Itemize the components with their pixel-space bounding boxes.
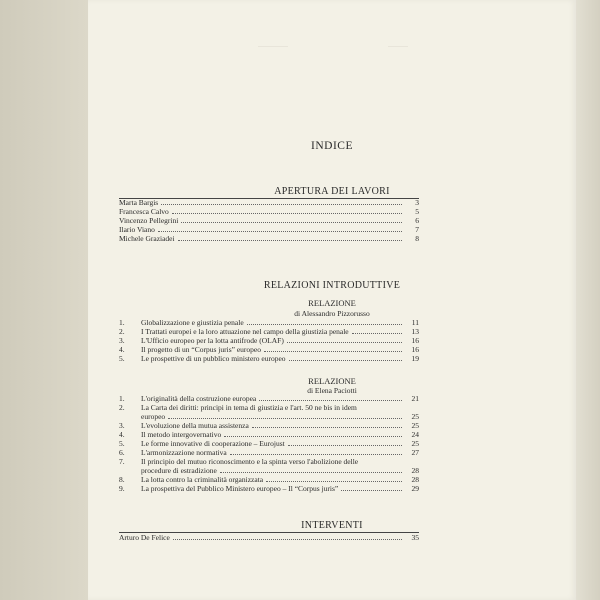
- toc-entry-page: 16: [411, 336, 419, 345]
- toc-entry: [119, 430, 419, 439]
- toc-entry: [119, 394, 419, 403]
- toc-entry: [119, 421, 419, 430]
- dot-leader: [266, 481, 402, 482]
- toc-entry-title: Le prospettive di un pubblico ministero europeo: [141, 354, 286, 363]
- toc-entry: [119, 318, 419, 327]
- dot-leader: [341, 490, 402, 491]
- toc-entry-title: Globalizzazione e giustizia penale: [141, 318, 244, 327]
- dot-leader: [224, 436, 402, 437]
- toc-entry-page: 28: [411, 466, 419, 475]
- toc-entry-title: I Trattati europei e la loro attuazione nel campo della giustizia penale: [141, 327, 349, 336]
- dot-leader: [173, 539, 402, 540]
- toc-entry-page: 13: [411, 327, 419, 336]
- relazione-1-label: RELAZIONE: [308, 298, 356, 308]
- toc-entry: [119, 448, 419, 457]
- toc-entry-title: La Carta dei diritti: principi in tema di giustizia e l'art. 50 ne bis in idem: [141, 403, 357, 412]
- toc-entry: [119, 457, 419, 466]
- toc-entry-number: 5.: [119, 354, 125, 363]
- dot-leader: [289, 360, 402, 361]
- toc-entry-number: 3.: [119, 421, 125, 430]
- dot-leader: [220, 472, 402, 473]
- toc-entry-page: 3: [415, 198, 419, 207]
- toc-entry: [119, 207, 419, 216]
- section-heading-relazioni: RELAZIONI INTRODUTTIVE: [263, 280, 401, 291]
- toc-entry-number: 3.: [119, 336, 125, 345]
- toc-entry-page: 5: [415, 207, 419, 216]
- dot-leader: [230, 454, 402, 455]
- toc-entry-title: Le forme innovative di cooperazione – Eurojust: [141, 439, 285, 448]
- dot-leader: [181, 222, 402, 223]
- toc-entry-number: 5.: [119, 439, 125, 448]
- toc-entry: [119, 484, 419, 493]
- toc-entry-title: Arturo De Felice: [119, 533, 170, 542]
- toc-entry-number: 1.: [119, 394, 125, 403]
- toc-entry-title: Il metodo intergovernativo: [141, 430, 222, 439]
- toc-entry-continuation: [119, 412, 419, 421]
- toc-entry-title-continued: procedure di estradizione: [141, 466, 217, 475]
- toc-entry-number: 2.: [119, 327, 125, 336]
- toc-entry-page: 25: [411, 439, 419, 448]
- toc-entry: [119, 216, 419, 225]
- toc-entry-number: 8.: [119, 475, 125, 484]
- toc-entry-page: 11: [411, 318, 419, 327]
- toc-entry-page: 16: [411, 345, 419, 354]
- toc-entry-page: 25: [411, 412, 419, 421]
- toc-entry-title: L'originalità della costruzione europea: [141, 394, 257, 403]
- dot-leader: [264, 351, 402, 352]
- toc-entry-page: 8: [415, 234, 419, 243]
- toc-entry: [119, 439, 419, 448]
- dot-leader: [168, 418, 402, 419]
- book-edge-left: [0, 0, 88, 600]
- toc-entry-title: L'Ufficio europeo per la lotta antifrode (OLAF): [141, 336, 284, 345]
- toc-entry-title: Michele Graziadei: [119, 234, 175, 243]
- section-heading-apertura: APERTURA DEI LAVORI: [274, 186, 390, 197]
- toc-entry: [119, 403, 419, 412]
- toc-entry-title: L'armonizzazione normativa: [141, 448, 227, 457]
- dot-leader: [172, 213, 402, 214]
- document-page: [88, 0, 576, 600]
- toc-entry-title: Il principio del mutuo riconoscimento e la spinta verso l'abolizione delle: [141, 457, 359, 466]
- toc-entry-page: 7: [415, 225, 419, 234]
- toc-entry: [119, 475, 419, 484]
- dot-leader: [352, 333, 402, 334]
- toc-entry-title: L'evoluzione della mutua assistenza: [141, 421, 249, 430]
- dot-leader: [288, 445, 402, 446]
- toc-entry-page: 25: [411, 421, 419, 430]
- toc-entry-number: 2.: [119, 403, 125, 412]
- toc-entry-title-continued: europeo: [141, 412, 166, 421]
- toc-entry: [119, 198, 419, 207]
- toc-entry-title: Marta Bargis: [119, 198, 159, 207]
- toc-entry-page: 19: [411, 354, 419, 363]
- relazione-1-author: di Alessandro Pizzorusso: [294, 309, 370, 318]
- toc-entry-number: 1.: [119, 318, 125, 327]
- toc-entry-number: 4.: [119, 345, 125, 354]
- toc-entry-page: 21: [411, 394, 419, 403]
- book-edge-right: [576, 0, 600, 600]
- toc-entry-page: 6: [415, 216, 419, 225]
- toc-entry: [119, 327, 419, 336]
- toc-entry-number: 7.: [119, 457, 125, 466]
- toc-entry-page: 24: [411, 430, 419, 439]
- toc-entry: [119, 533, 419, 542]
- toc-entry: [119, 345, 419, 354]
- toc-entry-page: 29: [411, 484, 419, 493]
- toc-entry-title: La lotta contro la criminalità organizzata: [141, 475, 264, 484]
- relazione-2-author: di Elena Paciotti: [307, 386, 357, 395]
- dot-leader: [161, 204, 402, 205]
- toc-entry-title: Ilario Viano: [119, 225, 155, 234]
- toc-entry: [119, 336, 419, 345]
- toc-entry-number: 4.: [119, 430, 125, 439]
- toc-entry-number: 6.: [119, 448, 125, 457]
- dot-leader: [247, 324, 402, 325]
- toc-entry-number: 9.: [119, 484, 125, 493]
- toc-entry-page: 35: [411, 533, 419, 542]
- dot-leader: [178, 240, 402, 241]
- relazione-2-label: RELAZIONE: [308, 376, 356, 386]
- dot-leader: [252, 427, 402, 428]
- dot-leader: [158, 231, 402, 232]
- toc-entry: [119, 225, 419, 234]
- dot-leader: [259, 400, 402, 401]
- toc-entry-title: Francesca Calvo: [119, 207, 169, 216]
- toc-entry-page: 28: [411, 475, 419, 484]
- dot-leader: [287, 342, 402, 343]
- toc-entry-title: Il progetto di un “Corpus juris” europeo: [141, 345, 261, 354]
- show-through-mark: [388, 46, 408, 47]
- toc-entry: [119, 234, 419, 243]
- toc-entry-page: 27: [411, 448, 419, 457]
- show-through-mark: [258, 46, 288, 47]
- section-heading-interventi: INTERVENTI: [301, 520, 363, 531]
- toc-entry-continuation: [119, 466, 419, 475]
- toc-entry: [119, 354, 419, 363]
- page-title: INDICE: [311, 140, 353, 152]
- toc-entry-title: Vincenzo Pellegrini: [119, 216, 179, 225]
- toc-entry-title: La prospettiva del Pubblico Ministero europeo – Il “Corpus juris”: [141, 484, 339, 493]
